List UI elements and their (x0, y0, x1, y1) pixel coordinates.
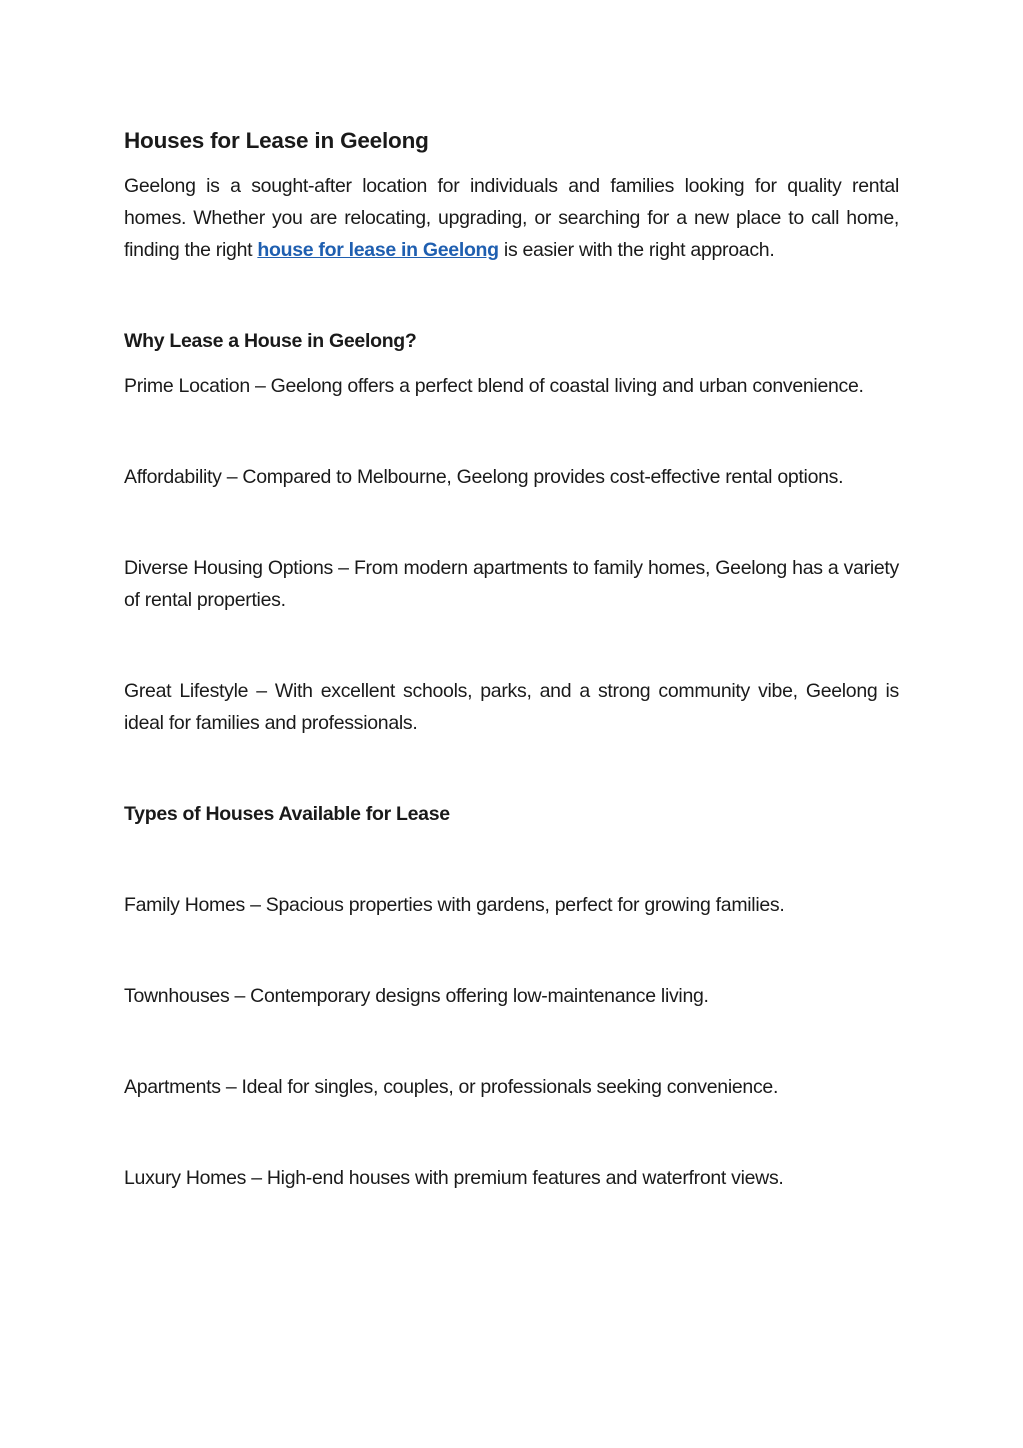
spacer (124, 739, 899, 798)
spacer (124, 616, 899, 675)
spacer (124, 266, 899, 325)
spacer (124, 357, 899, 370)
document-page (124, 122, 899, 1194)
spacer (124, 493, 899, 552)
spacer (124, 1012, 899, 1071)
document-title: Houses for Lease in Geelong (124, 128, 429, 153)
intro-paragraph (124, 170, 899, 266)
types-section-heading: Types of Houses Available for Lease (124, 803, 450, 825)
types-item-family-homes: Family Homes – Spacious properties with gardens, perfect for growing families. (124, 894, 785, 916)
why-item-diverse-housing: Diverse Housing Options – From modern apartments to family homes, Geelong has a variety of rental properties. (124, 557, 899, 611)
why-section-heading: Why Lease a House in Geelong? (124, 330, 417, 352)
why-item-affordability: Affordability – Compared to Melbourne, Geelong provides cost-effective rental options. (124, 466, 844, 488)
house-for-lease-link[interactable]: house for lease in Geelong (257, 239, 499, 261)
types-item-apartments: Apartments – Ideal for singles, couples, or professionals seeking convenience. (124, 1076, 779, 1098)
intro-text-after-link: is easier with the right approach. (498, 239, 775, 261)
types-item-luxury-homes: Luxury Homes – High-end houses with premium features and waterfront views. (124, 1167, 784, 1189)
spacer (124, 830, 899, 889)
intro-text-before-link: Geelong is a sought-after location for individuals and families looking for quality rental homes. Whether you are relocating, upgrading, or searching for a new place to call home, finding the right (124, 175, 899, 261)
why-item-prime-location: Prime Location – Geelong offers a perfect blend of coastal living and urban convenience. (124, 375, 864, 397)
spacer (124, 1103, 899, 1162)
why-item-great-lifestyle: Great Lifestyle – With excellent schools, parks, and a strong community vibe, Geelong is ideal for families and professionals. (124, 680, 899, 734)
types-item-townhouses: Townhouses – Contemporary designs offering low-maintenance living. (124, 985, 709, 1007)
spacer (124, 402, 899, 461)
spacer (124, 921, 899, 980)
